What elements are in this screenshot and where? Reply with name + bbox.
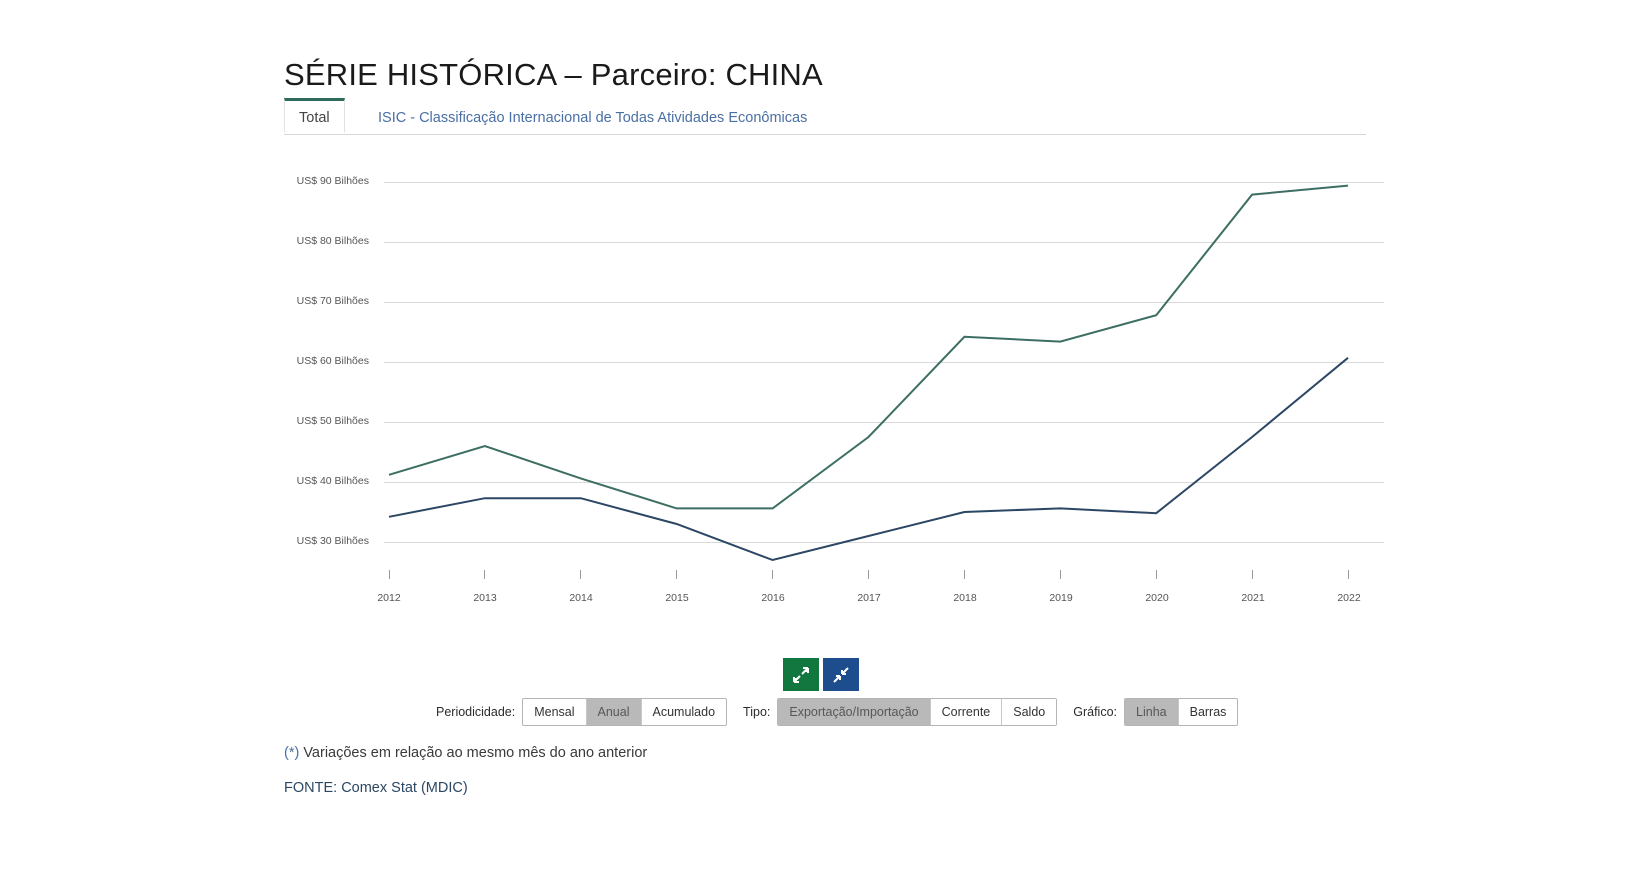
chart-footnote — [284, 745, 647, 761]
grafico-option-barras[interactable]: Barras — [1179, 699, 1238, 725]
x-label-2020: 2020 — [1145, 592, 1169, 604]
y-tick-label-50: US$ 50 Bilhões — [296, 415, 369, 427]
x-label-2013: 2013 — [473, 592, 497, 604]
series-line-importacao — [389, 358, 1348, 560]
tab-bar — [284, 98, 1366, 135]
x-tick-2015 — [676, 570, 677, 579]
grafico-option-linha[interactable]: Linha — [1125, 699, 1179, 725]
x-label-2015: 2015 — [665, 592, 689, 604]
y-tick-label-40: US$ 40 Bilhões — [296, 475, 369, 487]
zoom-out-icon — [831, 665, 851, 685]
x-label-2018: 2018 — [953, 592, 977, 604]
x-tick-2017 — [868, 570, 869, 579]
periodicidade-option-mensal[interactable]: Mensal — [523, 699, 586, 725]
tipo-group — [777, 698, 1057, 726]
chart-lines — [284, 160, 1384, 630]
grafico-label: Gráfico: — [1073, 705, 1118, 719]
tipo-option-exportacao-importacao[interactable]: Exportação/Importação — [778, 699, 930, 725]
footnote-text: Variações em relação ao mesmo mês do ano anterior — [299, 745, 648, 761]
footnote-star: (*) — [284, 745, 300, 761]
y-tick-label-70: US$ 70 Bilhões — [296, 295, 369, 307]
tipo-option-saldo[interactable]: Saldo — [1002, 699, 1056, 725]
grafico-group — [1124, 698, 1238, 726]
y-tick-label-30: US$ 30 Bilhões — [296, 535, 369, 547]
series-line-exportacao — [389, 186, 1348, 509]
x-tick-2019 — [1060, 570, 1061, 579]
x-label-2016: 2016 — [761, 592, 785, 604]
y-tick-label-60: US$ 60 Bilhões — [296, 355, 369, 367]
y-tick-label-80: US$ 80 Bilhões — [296, 235, 369, 247]
zoom-in-icon — [791, 665, 811, 685]
x-tick-2013 — [484, 570, 485, 579]
periodicidade-label: Periodicidade: — [436, 705, 516, 719]
x-tick-2022 — [1348, 570, 1349, 579]
periodicidade-option-anual[interactable]: Anual — [587, 699, 642, 725]
tipo-option-corrente[interactable]: Corrente — [931, 699, 1003, 725]
x-tick-2014 — [580, 570, 581, 579]
chart-area — [284, 160, 1384, 630]
x-label-2017: 2017 — [857, 592, 881, 604]
x-label-2019: 2019 — [1049, 592, 1073, 604]
x-tick-2020 — [1156, 570, 1157, 579]
x-tick-2012 — [389, 570, 390, 579]
periodicidade-group — [522, 698, 727, 726]
zoom-controls — [783, 658, 859, 691]
x-label-2022: 2022 — [1337, 592, 1361, 604]
tab-total[interactable]: Total — [284, 98, 345, 133]
x-label-2012: 2012 — [377, 592, 401, 604]
x-label-2014: 2014 — [569, 592, 593, 604]
tab-isic[interactable]: ISIC - Classificação Internacional de Todas Atividades Econômicas — [378, 110, 808, 126]
x-tick-2018 — [964, 570, 965, 579]
zoom-out-button[interactable] — [823, 658, 859, 691]
chart-source: FONTE: Comex Stat (MDIC) — [284, 780, 468, 796]
periodicidade-option-acumulado[interactable]: Acumulado — [642, 699, 727, 725]
x-label-2021: 2021 — [1241, 592, 1265, 604]
x-tick-2016 — [772, 570, 773, 579]
tipo-label: Tipo: — [743, 705, 771, 719]
y-tick-label-90: US$ 90 Bilhões — [296, 175, 369, 187]
chart-controls — [436, 698, 1238, 726]
page-title: SÉRIE HISTÓRICA – Parceiro: CHINA — [284, 56, 823, 92]
x-tick-2021 — [1252, 570, 1253, 579]
zoom-in-button[interactable] — [783, 658, 819, 691]
